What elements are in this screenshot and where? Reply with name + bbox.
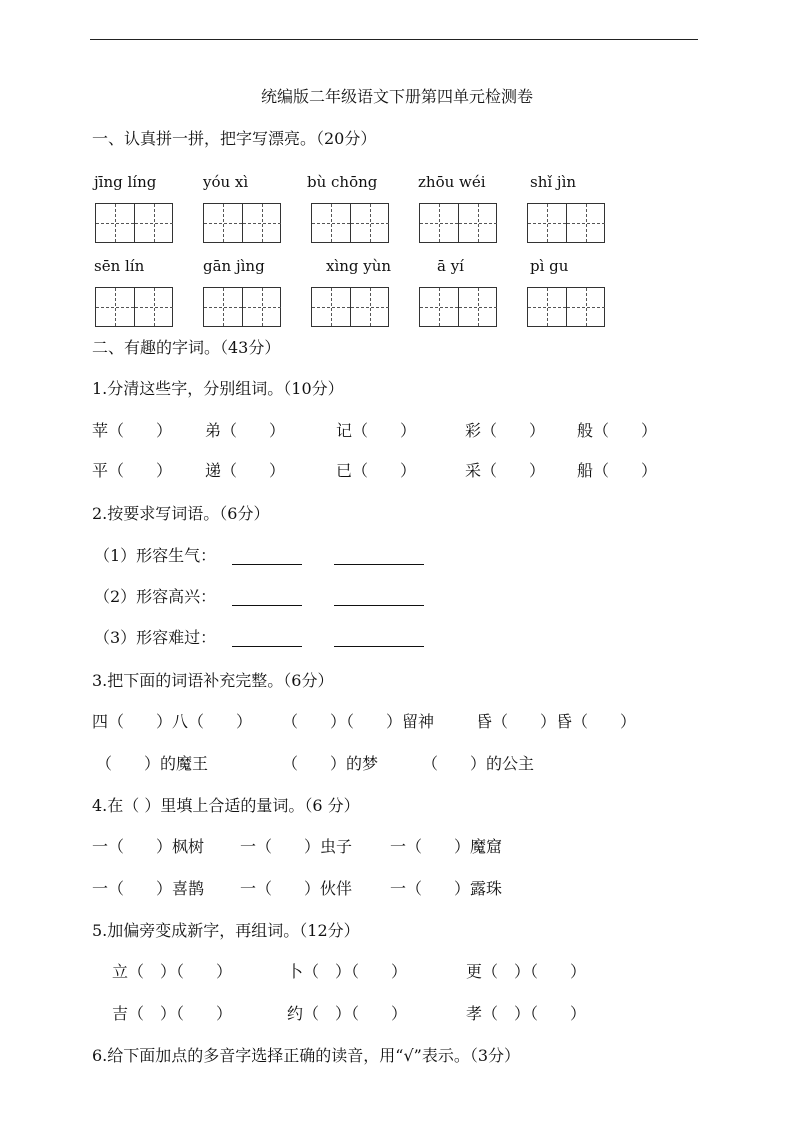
word-group-item: 弟（ ） xyxy=(205,421,286,440)
word-group-item: 船（ ） xyxy=(577,461,658,480)
writing-grid[interactable] xyxy=(95,203,173,243)
writing-grid[interactable] xyxy=(527,203,605,243)
q5-heading: 5.加偏旁变成新字，再组词。（12分） xyxy=(92,921,360,940)
pinyin-label: xìng yùn xyxy=(326,257,392,275)
word-group-item: 苹（ ） xyxy=(92,421,173,440)
word-group-item: 递（ ） xyxy=(205,461,286,480)
word-group-item: 彩（ ） xyxy=(465,421,546,440)
pinyin-label: yóu xì xyxy=(203,173,249,191)
writing-grid[interactable] xyxy=(419,203,497,243)
word-group-item: 采（ ） xyxy=(465,461,546,480)
phrase-item: （ ）的魔王 xyxy=(96,754,209,773)
answer-blank[interactable] xyxy=(232,605,302,606)
measure-word-item: 一（ ）伙伴 xyxy=(240,879,353,898)
measure-word-item: 一（ ）魔窟 xyxy=(390,837,503,856)
writing-grid[interactable] xyxy=(419,287,497,327)
answer-blank[interactable] xyxy=(232,564,302,565)
word-group-item: 平（ ） xyxy=(92,461,173,480)
answer-blank[interactable] xyxy=(334,564,424,565)
q4-heading: 4.在（ ）里填上合适的量词。（6 分） xyxy=(92,796,360,815)
q1-heading: 1.分清这些字，分别组词。（10分） xyxy=(92,379,344,398)
section2-heading: 二、有趣的字词。（43分） xyxy=(92,338,281,357)
measure-word-item: 一（ ）露珠 xyxy=(390,879,503,898)
pinyin-label: ā yí xyxy=(437,257,464,275)
answer-blank[interactable] xyxy=(334,605,424,606)
q6-heading: 6.给下面加点的多音字选择正确的读音，用“√”表示。（3分） xyxy=(92,1046,521,1065)
pinyin-label: pì gu xyxy=(530,257,569,275)
pinyin-label: sēn lín xyxy=(94,257,145,275)
phrase-item: （ ）的公主 xyxy=(422,754,535,773)
idiom-item: （ ）（ ）留神 xyxy=(282,712,435,731)
section1-heading: 一、认真拼一拼，把字写漂亮。（20分） xyxy=(92,129,377,148)
describe-prompt: （1）形容生气： xyxy=(94,546,217,565)
pinyin-label: gān jìng xyxy=(203,257,265,275)
word-group-item: 记（ ） xyxy=(336,421,417,440)
writing-grid[interactable] xyxy=(527,287,605,327)
radical-item: 卜（ ）（ ） xyxy=(287,962,408,981)
pinyin-label: shǐ jìn xyxy=(530,173,577,191)
header-rule xyxy=(90,39,698,40)
page-title: 统编版二年级语文下册第四单元检测卷 xyxy=(260,87,533,106)
radical-item: 约（ ）（ ） xyxy=(287,1004,408,1023)
idiom-item: 四（ ）八（ ） xyxy=(92,712,253,731)
pinyin-label: jīng líng xyxy=(94,173,157,191)
measure-word-item: 一（ ）枫树 xyxy=(92,837,205,856)
measure-word-item: 一（ ）虫子 xyxy=(240,837,353,856)
answer-blank[interactable] xyxy=(334,646,424,647)
writing-grid[interactable] xyxy=(311,203,389,243)
describe-prompt: （2）形容高兴： xyxy=(94,587,217,606)
q2-heading: 2.按要求写词语。（6分） xyxy=(92,504,270,523)
measure-word-item: 一（ ）喜鹊 xyxy=(92,879,205,898)
idiom-item: 昏（ ）昏（ ） xyxy=(476,712,637,731)
pinyin-label: zhōu wéi xyxy=(418,173,486,191)
q3-heading: 3.把下面的词语补充完整。（6分） xyxy=(92,671,334,690)
radical-item: 立（ ）（ ） xyxy=(112,962,233,981)
writing-grid[interactable] xyxy=(311,287,389,327)
writing-grid[interactable] xyxy=(95,287,173,327)
writing-grid[interactable] xyxy=(203,203,281,243)
word-group-item: 已（ ） xyxy=(336,461,417,480)
writing-grid[interactable] xyxy=(203,287,281,327)
radical-item: 更（ ）（ ） xyxy=(466,962,587,981)
describe-prompt: （3）形容难过： xyxy=(94,628,217,647)
radical-item: 孝（ ）（ ） xyxy=(466,1004,587,1023)
answer-blank[interactable] xyxy=(232,646,302,647)
pinyin-label: bù chōng xyxy=(307,173,378,191)
phrase-item: （ ）的梦 xyxy=(282,754,379,773)
word-group-item: 般（ ） xyxy=(577,421,658,440)
radical-item: 吉（ ）（ ） xyxy=(112,1004,233,1023)
